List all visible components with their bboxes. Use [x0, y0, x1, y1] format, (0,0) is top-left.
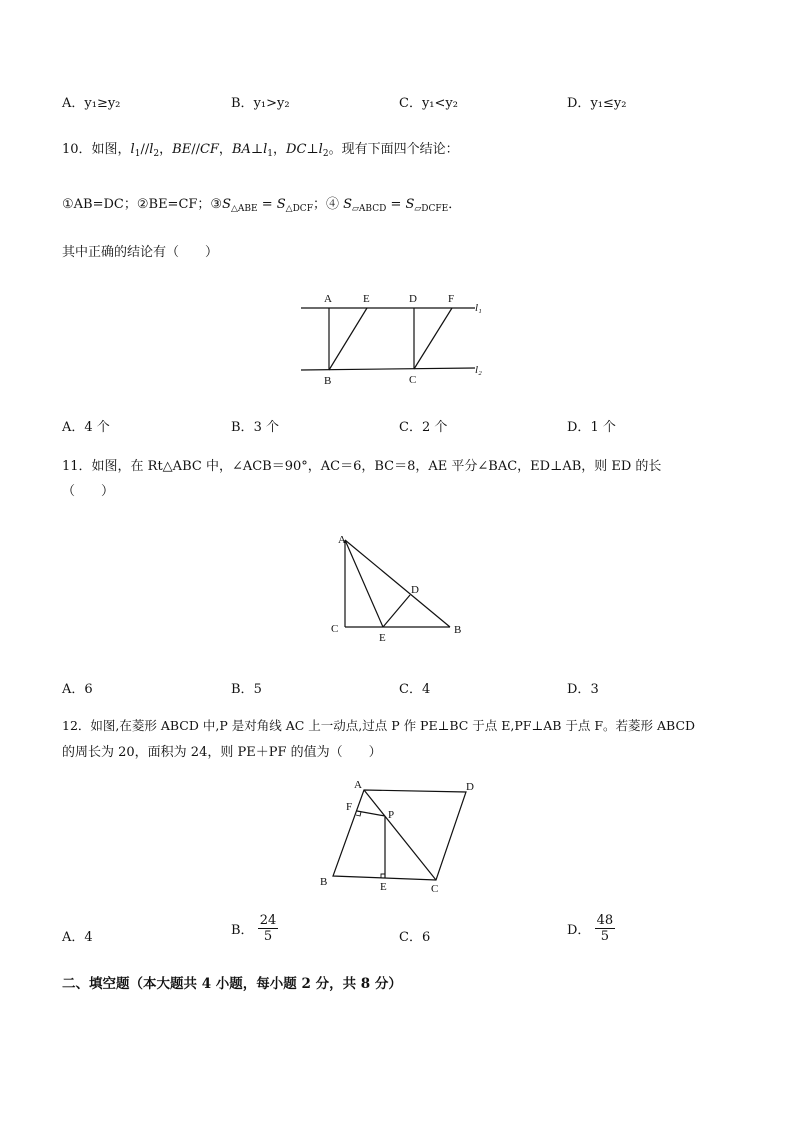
q10-figure	[295, 285, 495, 385]
q12-stem: 12．如图,在菱形 ABCD 中,P 是对角线 AC 上一动点,过点 P 作 PE⊥BC 于点 E,PF⊥AB 于点 F。若菱形 ABCD	[62, 718, 696, 733]
label-l2: l₂	[475, 364, 482, 376]
label-d: D	[466, 781, 474, 793]
q12-stem-line2: 的周长为 20，面积为 24，则 PE＋PF 的值为（ ）	[62, 745, 382, 760]
q10-conclusions: ①AB=DC；②BE=CF；$③S_{\triangle ABE} = S_{\triangle DCF}$；④ $S_{▱ABCD} = S_{▱DCFE}$．	[62, 197, 462, 214]
q10-stem: 10．如图，$l_1//l_2$，BE//CF，$BA\perp l_1$，$DC\perp l_2$。现有下面四个结论：	[62, 142, 459, 159]
line-l2	[301, 368, 475, 370]
q11-option-d: D．3	[567, 682, 599, 697]
q12-option-b: B． $\frac{24}{5}$	[231, 913, 277, 944]
q9-option-d: D．y₁≤y₂	[567, 96, 627, 111]
label-f: F	[346, 801, 353, 813]
label-f: F	[448, 293, 455, 305]
label-p: P	[388, 809, 395, 821]
label-d: D	[409, 293, 417, 305]
q11-option-c: C．4	[399, 682, 431, 697]
q10-option-c: C．2 个	[399, 420, 448, 435]
section-heading-fill-in: 二、填空题（本大题共 4 小题，每小题 2 分，共 8 分）	[62, 976, 402, 992]
label-c: C	[409, 374, 417, 385]
q12-option-d: D． $\frac{48}{5}$	[567, 913, 614, 944]
q11-option-a: A．6	[62, 682, 93, 697]
q12-option-a: A．4	[62, 930, 93, 945]
right-angle-f	[356, 812, 361, 816]
q11-option-b: B．5	[231, 682, 262, 697]
segment-ae	[345, 540, 383, 627]
segment-cf	[414, 308, 452, 369]
q10-option-b: B．3 个	[231, 420, 279, 435]
label-e: E	[363, 293, 370, 305]
fraction-24-5: $\frac{24}{5}$	[259, 913, 277, 944]
label-c: C	[331, 623, 339, 635]
q9-option-a: A．y₁≥y₂	[62, 96, 121, 111]
label-a: A	[354, 779, 362, 791]
label-d: D	[411, 584, 419, 596]
label-b: B	[320, 876, 328, 888]
label-b: B	[454, 624, 462, 636]
label-l1: l₁	[475, 302, 482, 314]
q12-figure	[315, 775, 485, 897]
q12-option-c: C．6	[399, 930, 431, 945]
label-a: A	[324, 293, 332, 305]
segment-ab	[345, 540, 450, 627]
label-a: A	[338, 534, 346, 546]
diagonal-ac	[364, 790, 436, 880]
q11-stem-line2: （ ）	[62, 484, 115, 499]
q10-option-a: A．4 个	[62, 420, 110, 435]
label-e: E	[379, 632, 386, 644]
segment-ed	[383, 595, 410, 627]
q10-option-d: D．1 个	[567, 420, 616, 435]
q11-stem: 11．如图，在 Rt△ABC 中，∠ACB＝90°，AC＝6，BC＝8，AE 平分∠BAC，ED⊥AB，则 ED 的长	[62, 459, 662, 474]
segment-be	[329, 308, 367, 370]
label-b: B	[324, 375, 332, 385]
fraction-48-5: $\frac{48}{5}$	[596, 913, 614, 944]
q10-question: 其中正确的结论有（ ）	[62, 245, 219, 260]
label-c: C	[431, 883, 439, 895]
label-e: E	[380, 881, 387, 893]
q9-option-c: C．y₁<y₂	[399, 96, 458, 111]
q11-figure	[325, 525, 475, 650]
q9-option-b: B．y₁>y₂	[231, 96, 290, 111]
